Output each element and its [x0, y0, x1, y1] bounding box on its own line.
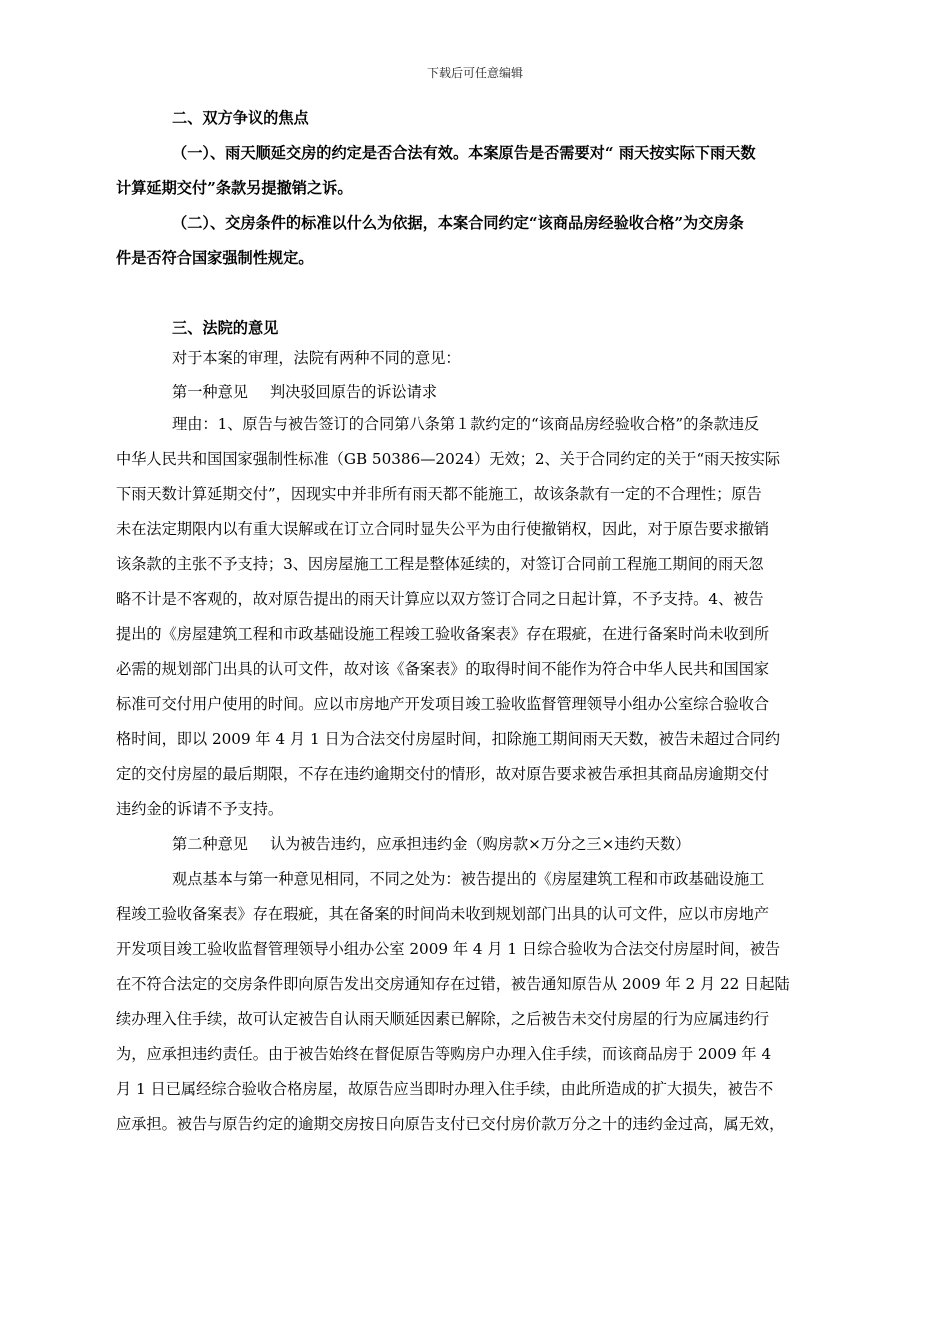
view-line-7: 月 1 日已属经综合验收合格房屋，故原告应当即时办理入住手续，由此所造成的扩大损失，被告不: [116, 1080, 774, 1098]
view-line-6: 为，应承担违约责任。由于被告始终在督促原告等购房户办理入住手续，而该商品房于 2009 年 4: [116, 1045, 772, 1063]
reason-line-8: 必需的规划部门出具的认可文件，故对该《备案表》的取得时间不能作为符合中华人民共和国国家: [116, 660, 770, 678]
opinion2-label: 第二种意见: [172, 835, 248, 853]
reason-line-10: 格时间，即以 2009 年 4 月 1 日为合法交付房屋时间，扣除施工期间雨天天数，被告未超过合同约: [116, 730, 781, 748]
reason-line-1: 理由：1、原告与被告签订的合同第八条第１款约定的“该商品房经验收合格”的条款违反: [172, 415, 760, 433]
reason-line-5: 该条款的主张不予支持；3、因房屋施工工程是整体延续的，对签订合同前工程施工期间的雨天忽: [116, 555, 764, 573]
reason-line-2: 中华人民共和国国家强制性标准（GB 50386—2024）无效；2、关于合同约定的关于“雨天按实际: [116, 450, 781, 468]
section2-title: 二、双方争议的焦点: [172, 109, 309, 127]
point1-line-1: （一）、雨天顺延交房的约定是否合法有效。本案原告是否需要对“ 雨天按实际下雨天数: [172, 144, 756, 162]
section3-title: 三、法院的意见: [172, 319, 279, 337]
view-line-4: 在不符合法定的交房条件即向原告发出交房通知存在过错，被告通知原告从 2009 年 2 月 22 日起陆: [116, 975, 790, 993]
reason-line-6: 略不计是不客观的，故对原告提出的雨天计算应以双方签订合同之日起计算，不予支持。4、被告: [116, 590, 764, 608]
point1-line-2: 计算延期交付”条款另提撤销之诉。: [116, 179, 353, 197]
reason-line-7: 提出的《房屋建筑工程和市政基础设施工程竣工验收备案表》存在瑕疵，在进行备案时尚未收到所: [116, 625, 770, 643]
opinion1-heading: [172, 380, 846, 404]
opinion1-text: 判决驳回原告的诉讼请求: [269, 383, 437, 401]
reason-line-11: 定的交付房屋的最后期限，不存在违约逾期交付的情形，故对原告要求被告承担其商品房逾期交付: [116, 765, 770, 783]
page-header: 下载后可任意编辑: [426, 66, 523, 80]
reason-line-3: 下雨天数计算延期交付”，因现实中并非所有雨天都不能施工，故该条款有一定的不合理性；原告: [116, 485, 762, 503]
reason-line-12: 违约金的诉请不予支持。: [116, 800, 284, 818]
opinion2-heading: [172, 832, 846, 856]
view-line-5: 续办理入住手续，故可认定被告自认雨天顺延因素已解除，之后被告未交付房屋的行为应属违约行: [116, 1010, 770, 1028]
view-line-1: 观点基本与第一种意见相同，不同之处为：被告提出的《房屋建筑工程和市政基础设施工: [172, 870, 765, 888]
point2-line-2: 件是否符合国家强制性规定。: [116, 249, 314, 267]
point2-line-1: （二）、交房条件的标准以什么为依据，本案合同约定“该商品房经验收合格”为交房条: [172, 214, 744, 232]
reason-line-9: 标准可交付用户使用的时间。应以市房地产开发项目竣工验收监督管理领导小组办公室综合验收合: [116, 695, 770, 713]
section3-intro: 对于本案的审理，法院有两种不同的意见：: [172, 349, 461, 367]
view-line-2: 程竣工验收备案表》存在瑕疵，其在备案的时间尚未收到规划部门出具的认可文件，应以市房地产: [116, 905, 770, 923]
reason-line-4: 未在法定期限内以有重大误解或在订立合同时显失公平为由行使撤销权，因此，对于原告要求撤销: [116, 520, 770, 538]
opinion2-text: 认为被告违约，应承担违约金（购房款×万分之三×违约天数）: [269, 835, 691, 853]
view-line-8: 应承担。被告与原告约定的逾期交房按日向原告支付已交付房价款万分之十的违约金过高，属无效，: [116, 1115, 785, 1133]
view-line-3: 开发项目竣工验收监督管理领导小组办公室 2009 年 4 月 1 日综合验收为合法交付房屋时间，被告: [116, 940, 781, 958]
opinion1-label: 第一种意见: [172, 383, 248, 401]
